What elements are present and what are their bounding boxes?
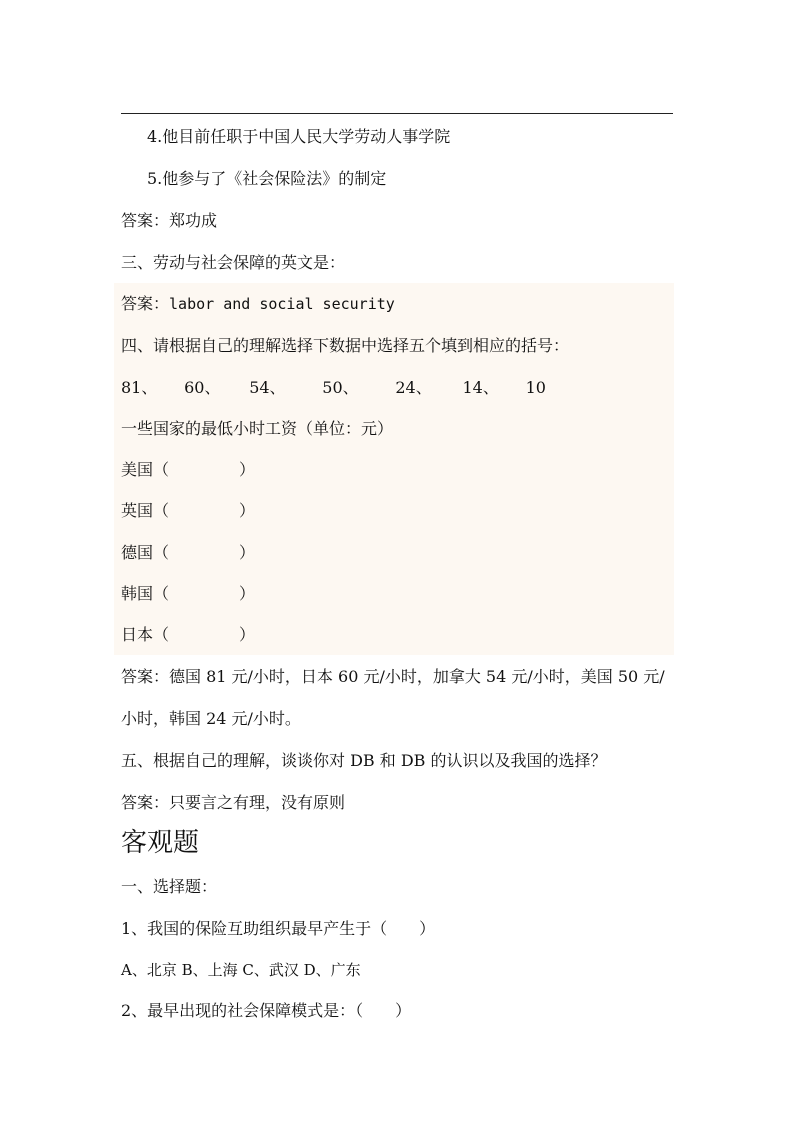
answer-5: 答案：只要言之有理，没有原则 xyxy=(121,793,346,812)
text-line-5: 5.他参与了《社会保险法》的制定 xyxy=(147,169,387,188)
question-4: 四、请根据自己的理解选择下数据中选择五个填到相应的括号： xyxy=(121,336,570,355)
number-option: 24、 xyxy=(395,378,432,397)
mc-question-1: 1、我国的保险互助组织最早产生于（ ） xyxy=(121,919,436,938)
answer-3-prefix: 答案： xyxy=(121,294,170,313)
number-option: 54、 xyxy=(249,378,286,397)
mc-question-2: 2、最早出现的社会保障模式是：（ ） xyxy=(121,1001,412,1020)
country-row xyxy=(121,500,255,522)
country-row xyxy=(121,459,255,481)
number-option: 60、 xyxy=(184,378,221,397)
number-options xyxy=(121,377,546,399)
country-label: 日本（ xyxy=(121,625,170,644)
header-rule xyxy=(121,113,673,114)
country-row xyxy=(121,624,255,646)
number-option: 14、 xyxy=(462,378,499,397)
table-title: 一些国家的最低小时工资（单位：元） xyxy=(121,419,394,438)
section-title: 客观题 xyxy=(121,828,200,858)
country-row xyxy=(121,542,255,564)
answer-4: 答案：德国 81 元/小时，日本 60 元/小时，加拿大 54 元/小时，美国 50 元/小时，韩国 24 元/小时。 xyxy=(121,667,665,728)
bracket-close: ） xyxy=(239,501,256,520)
answer-3 xyxy=(121,293,395,315)
subsection-title: 一、选择题： xyxy=(121,877,218,896)
bracket-close: ） xyxy=(239,625,256,644)
bracket-close: ） xyxy=(239,543,256,562)
number-option: 10 xyxy=(525,378,546,397)
bracket-close: ） xyxy=(239,584,256,603)
country-label: 德国（ xyxy=(121,543,170,562)
question-5: 五、根据自己的理解，谈谈你对 DB 和 DB 的认识以及我国的选择？ xyxy=(121,751,607,770)
bracket-close: ） xyxy=(239,460,256,479)
mc-options-1: A、北京 B、上海 C、武汉 D、广东 xyxy=(121,961,361,979)
answer-3-english: labor and social security xyxy=(169,295,395,313)
number-option: 50、 xyxy=(322,378,359,397)
country-label: 英国（ xyxy=(121,501,170,520)
answer-2: 答案：郑功成 xyxy=(121,211,218,230)
country-label: 美国（ xyxy=(121,460,170,479)
country-row xyxy=(121,583,255,605)
text-line-4: 4.他目前任职于中国人民大学劳动人事学院 xyxy=(147,127,451,146)
country-label: 韩国（ xyxy=(121,584,170,603)
number-option: 81、 xyxy=(121,378,158,397)
question-3: 三、劳动与社会保障的英文是： xyxy=(121,253,346,272)
